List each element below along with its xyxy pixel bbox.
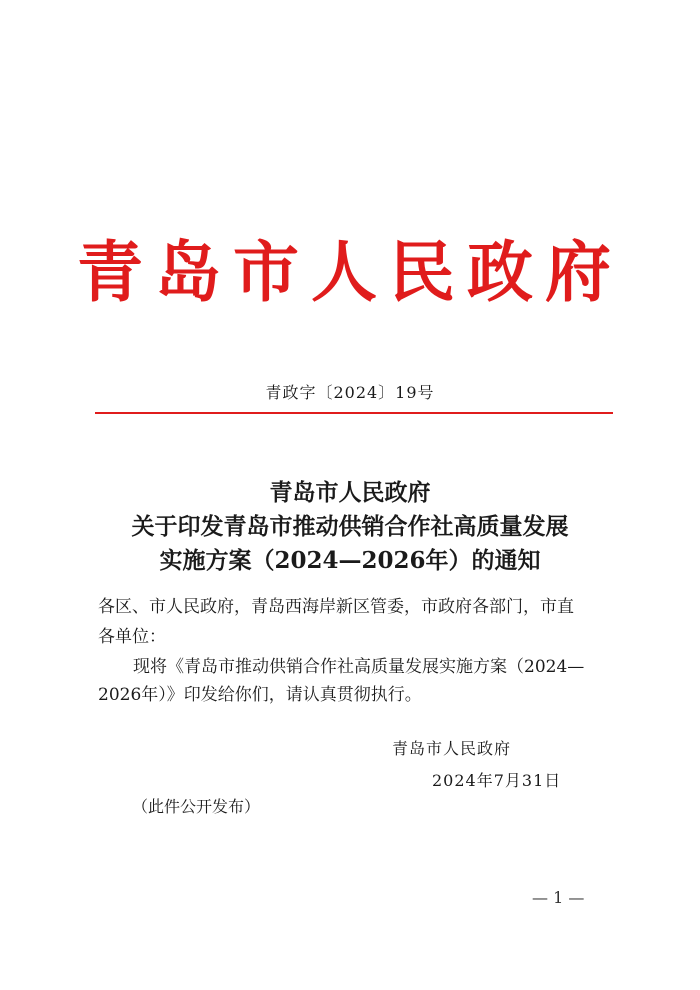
title-line-1: 青岛市人民政府 [269,479,431,506]
issuing-org-header: 青岛市人民政府 [77,234,623,311]
title-line-3: 实施方案（2024—2026年）的通知 [159,547,541,574]
body-paragraph-line-2: 2026年）》印发给你们，请认真贯彻执行。 [98,685,422,705]
title-line-2: 关于印发青岛市推动供销合作社高质量发展 [131,513,569,540]
document-number: 青政字〔2024〕19号 [265,383,435,402]
signature-org: 青岛市人民政府 [392,739,512,758]
signature-date: 2024年7月31日 [432,771,562,790]
page-number: — 1 — [532,888,585,907]
body-paragraph-line-1: 现将《青岛市推动供销合作社高质量发展实施方案（2024— [133,657,585,677]
publish-note: （此件公开发布） [132,797,261,816]
addressees-line-2: 各单位： [98,627,166,647]
addressees-line-1: 各区、市人民政府，青岛西海岸新区管委，市政府各部门，市直 [98,597,574,617]
red-divider-line [95,412,613,414]
